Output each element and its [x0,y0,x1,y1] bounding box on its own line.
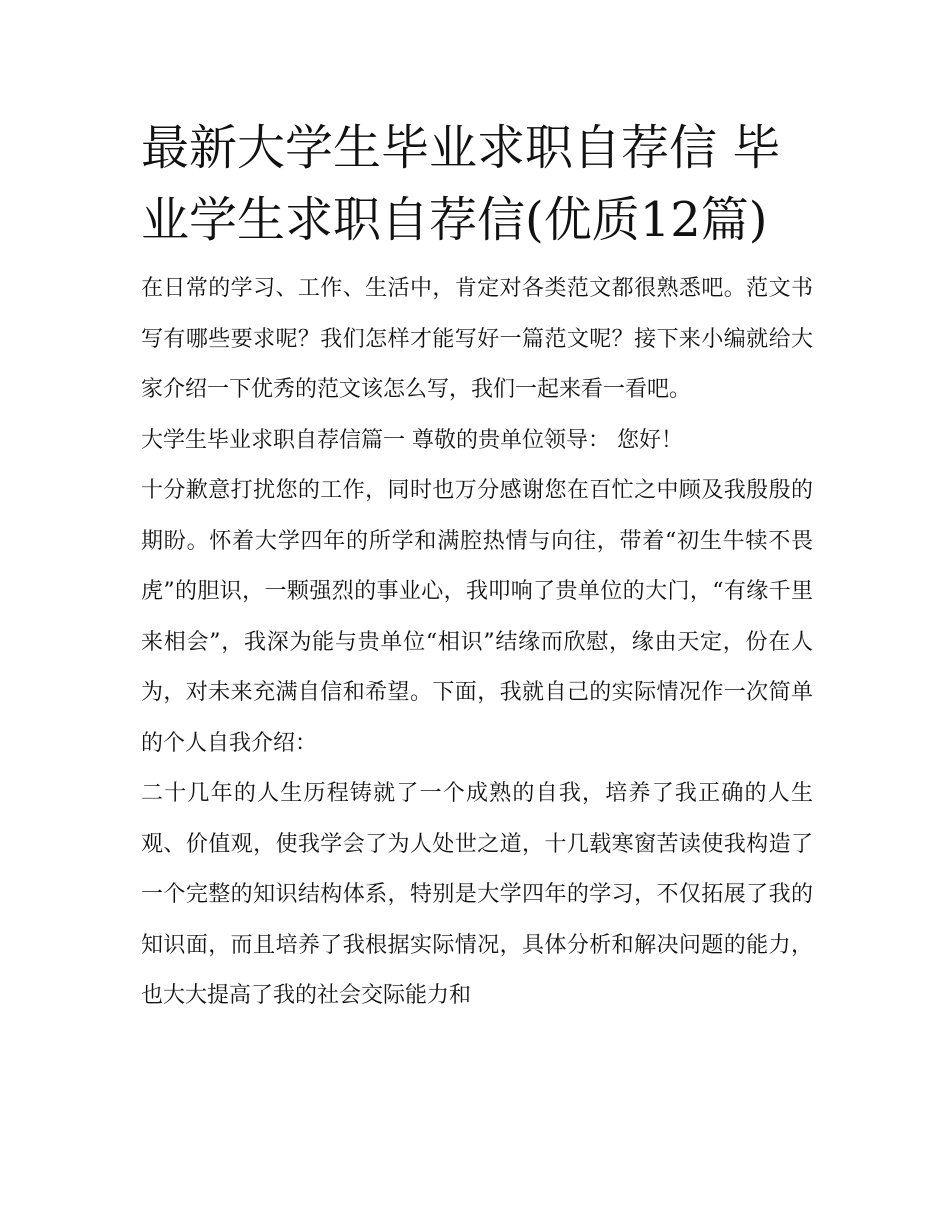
intro-paragraph: 在日常的学习、工作、生活中，肯定对各类范文都很熟悉吧。范文书写有哪些要求呢？我们怎样才能写好一篇范文呢？接下来小编就给大家介绍一下优秀的范文该怎么写，我们一起来看一看吧。 [141,276,813,402]
document-page [141,112,813,1022]
letter-body-paragraph-2: 二十几年的人生历程铸就了一个成熟的自我，培养了我正确的人生观、价值观，使我学会了为人处世之道，十几载寒窗苦读使我构造了一个完整的知识结构体系，特别是大学四年的学习，不仅拓展了我的知识面，而且培养了我根据实际情况，具体分析和解决问题的能力，也大大提高了我的社会交际能力和 [141,781,813,1008]
letter-heading-paragraph: 大学生毕业求职自荐信篇一 尊敬的贵单位领导： 您好！ [141,427,683,453]
document-title: 最新大学生毕业求职自荐信 毕业学生求职自荐信(优质12篇) [141,120,781,248]
letter-body-paragraph-1: 十分歉意打扰您的工作，同时也万分感谢您在百忙之中顾及我殷殷的期盼。怀着大学四年的所学和满腔热情与向往，带着“初生牛犊不畏虎”的胆识，一颗强烈的事业心，我叩响了贵单位的大门，“有缘千里来相会”，我深为能与贵单位“相识”结缘而欣慰，缘由天定，份在人为，对未来充满自信和希望。下面，我就自己的实际情况作一次简单的个人自我介绍： [141,478,813,756]
